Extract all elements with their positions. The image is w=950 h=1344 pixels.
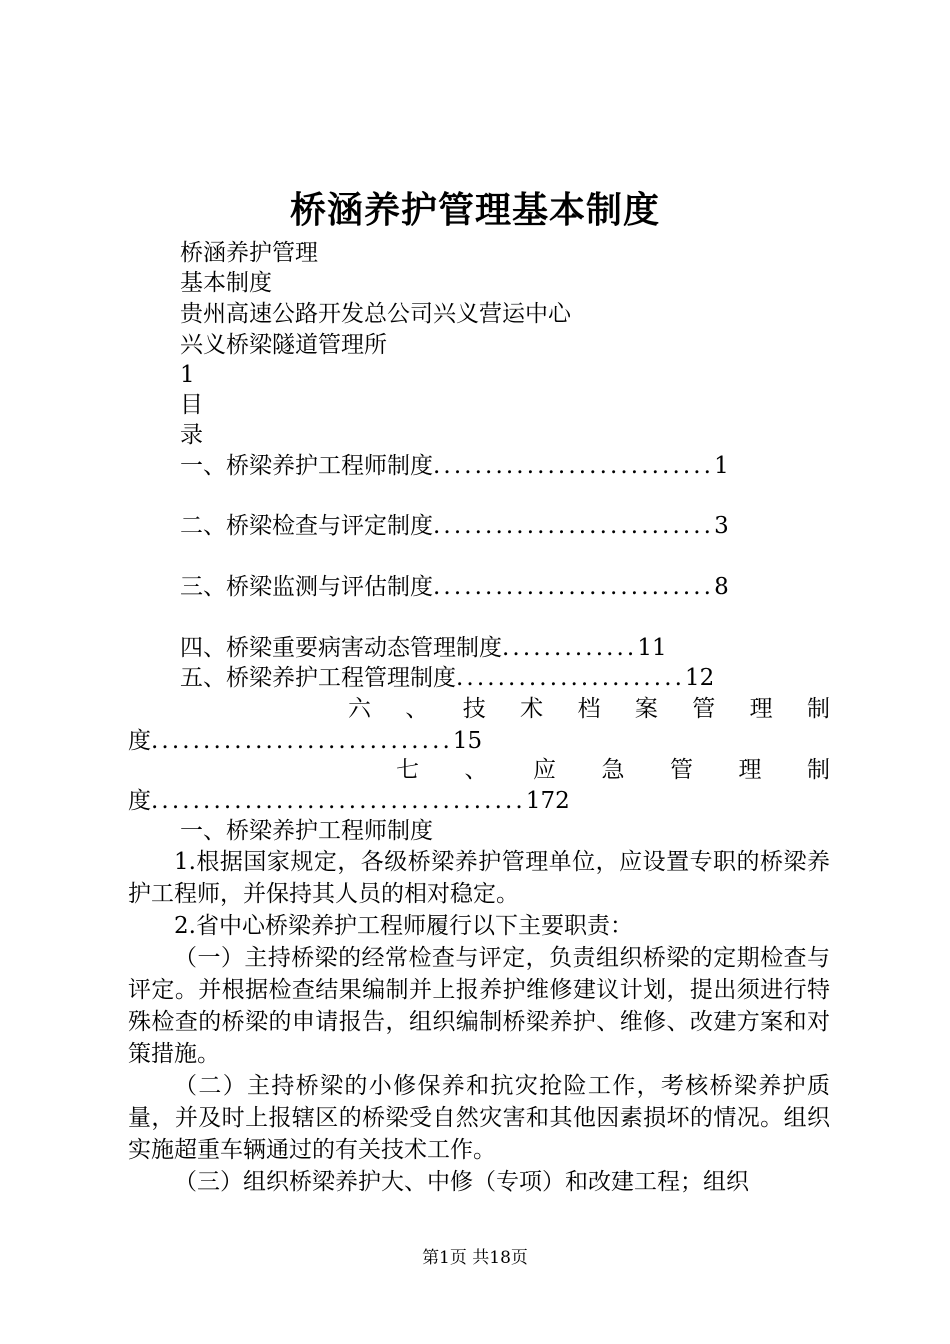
toc-entry-label: 三、桥梁监测与评估制度 <box>180 574 433 600</box>
toc-entry-dots: ........................... <box>433 513 715 539</box>
toc-entry-3[interactable] <box>180 572 729 602</box>
toc-entry-2[interactable] <box>180 511 729 541</box>
toc-entry-7[interactable] <box>396 755 830 785</box>
toc-entry-6-cont[interactable] <box>128 726 482 756</box>
toc-entry-label: 度 <box>128 728 151 754</box>
toc-entry-4[interactable] <box>180 633 667 663</box>
toc-entry-label: 一、桥梁养护工程师制度 <box>180 453 433 479</box>
toc-char: 理 <box>738 757 762 783</box>
paragraph-3: （一）主持桥梁的经常检查与评定，负责组织桥梁的定期检查与评定。并根据检查结果编制并上报养护维修建议计划，提出须进行特殊检查的桥梁的申请报告，组织编制桥梁养护、维修、改建方案和对策措施。 <box>128 945 830 1067</box>
toc-entry-dots: .................................... <box>151 788 526 814</box>
page-title: 桥涵养护管理基本制度 <box>289 190 660 231</box>
toc-entry-6[interactable] <box>348 694 830 724</box>
toc-entry-dots: ........................... <box>433 574 715 600</box>
toc-entry-1[interactable] <box>180 451 729 481</box>
toc-char: 、 <box>464 757 488 783</box>
toc-entry-7-cont[interactable] <box>128 786 570 816</box>
toc-entry-page: 172 <box>525 788 570 814</box>
paragraph-1: 1.根据国家规定，各级桥梁养护管理单位，应设置专职的桥梁养护工程师，并保持其人员的相对稳定。 <box>128 849 830 907</box>
toc-entry-label: 度 <box>128 788 151 814</box>
toc-label-mu: 目 <box>180 392 203 418</box>
toc-entry-label: 二、桥梁检查与评定制度 <box>180 513 433 539</box>
toc-char: 制 <box>807 696 830 722</box>
toc-char: 术 <box>520 696 544 722</box>
toc-entry-dots: ........................... <box>433 453 715 479</box>
toc-char: 管 <box>692 696 716 722</box>
section-heading: 一、桥梁养护工程师制度 <box>180 818 433 844</box>
toc-entry-dots: ...................... <box>456 665 686 691</box>
cover-line-2: 基本制度 <box>180 270 272 296</box>
toc-char: 、 <box>405 696 429 722</box>
toc-label-lu: 录 <box>180 422 203 448</box>
toc-entry-page: 8 <box>714 574 729 600</box>
paragraph-4: （二）主持桥梁的小修保养和抗灾抢险工作，考核桥梁养护质量，并及时上报辖区的桥梁受自然灾害和其他因素损坏的情况。组织实施超重车辆通过的有关技术工作。 <box>128 1073 830 1163</box>
toc-entry-5[interactable] <box>180 663 714 693</box>
page-footer: 第1页 共18页 <box>422 1248 528 1268</box>
toc-entry-page: 15 <box>452 728 483 754</box>
toc-char: 技 <box>462 696 486 722</box>
toc-char: 档 <box>577 696 601 722</box>
toc-entry-page: 12 <box>685 665 715 691</box>
toc-char: 案 <box>634 696 658 722</box>
toc-entry-page: 1 <box>714 453 729 479</box>
toc-char: 六 <box>348 696 371 722</box>
toc-char: 七 <box>396 757 419 783</box>
cover-line-4: 兴义桥梁隧道管理所 <box>180 332 387 358</box>
toc-entry-label: 五、桥梁养护工程管理制度 <box>180 665 456 691</box>
toc-char: 急 <box>601 757 625 783</box>
toc-entry-page: 11 <box>637 635 667 661</box>
toc-entry-label: 四、桥梁重要病害动态管理制度 <box>180 635 502 661</box>
cover-line-3: 贵州高速公路开发总公司兴义营运中心 <box>180 301 571 327</box>
paragraph-5: （三）组织桥梁养护大、中修（专项）和改建工程；组织 <box>174 1169 749 1195</box>
toc-char: 应 <box>533 757 556 783</box>
toc-char: 理 <box>749 696 773 722</box>
toc-entry-page: 3 <box>714 513 729 539</box>
toc-entry-dots: ............................. <box>151 728 453 754</box>
paragraph-2: 2.省中心桥梁养护工程师履行以下主要职责： <box>174 913 633 939</box>
toc-entry-dots: ............. <box>502 635 638 661</box>
toc-char: 制 <box>807 757 830 783</box>
toc-char: 管 <box>670 757 693 783</box>
cover-line-1: 桥涵养护管理 <box>180 240 318 266</box>
cover-line-5: 1 <box>180 362 195 388</box>
